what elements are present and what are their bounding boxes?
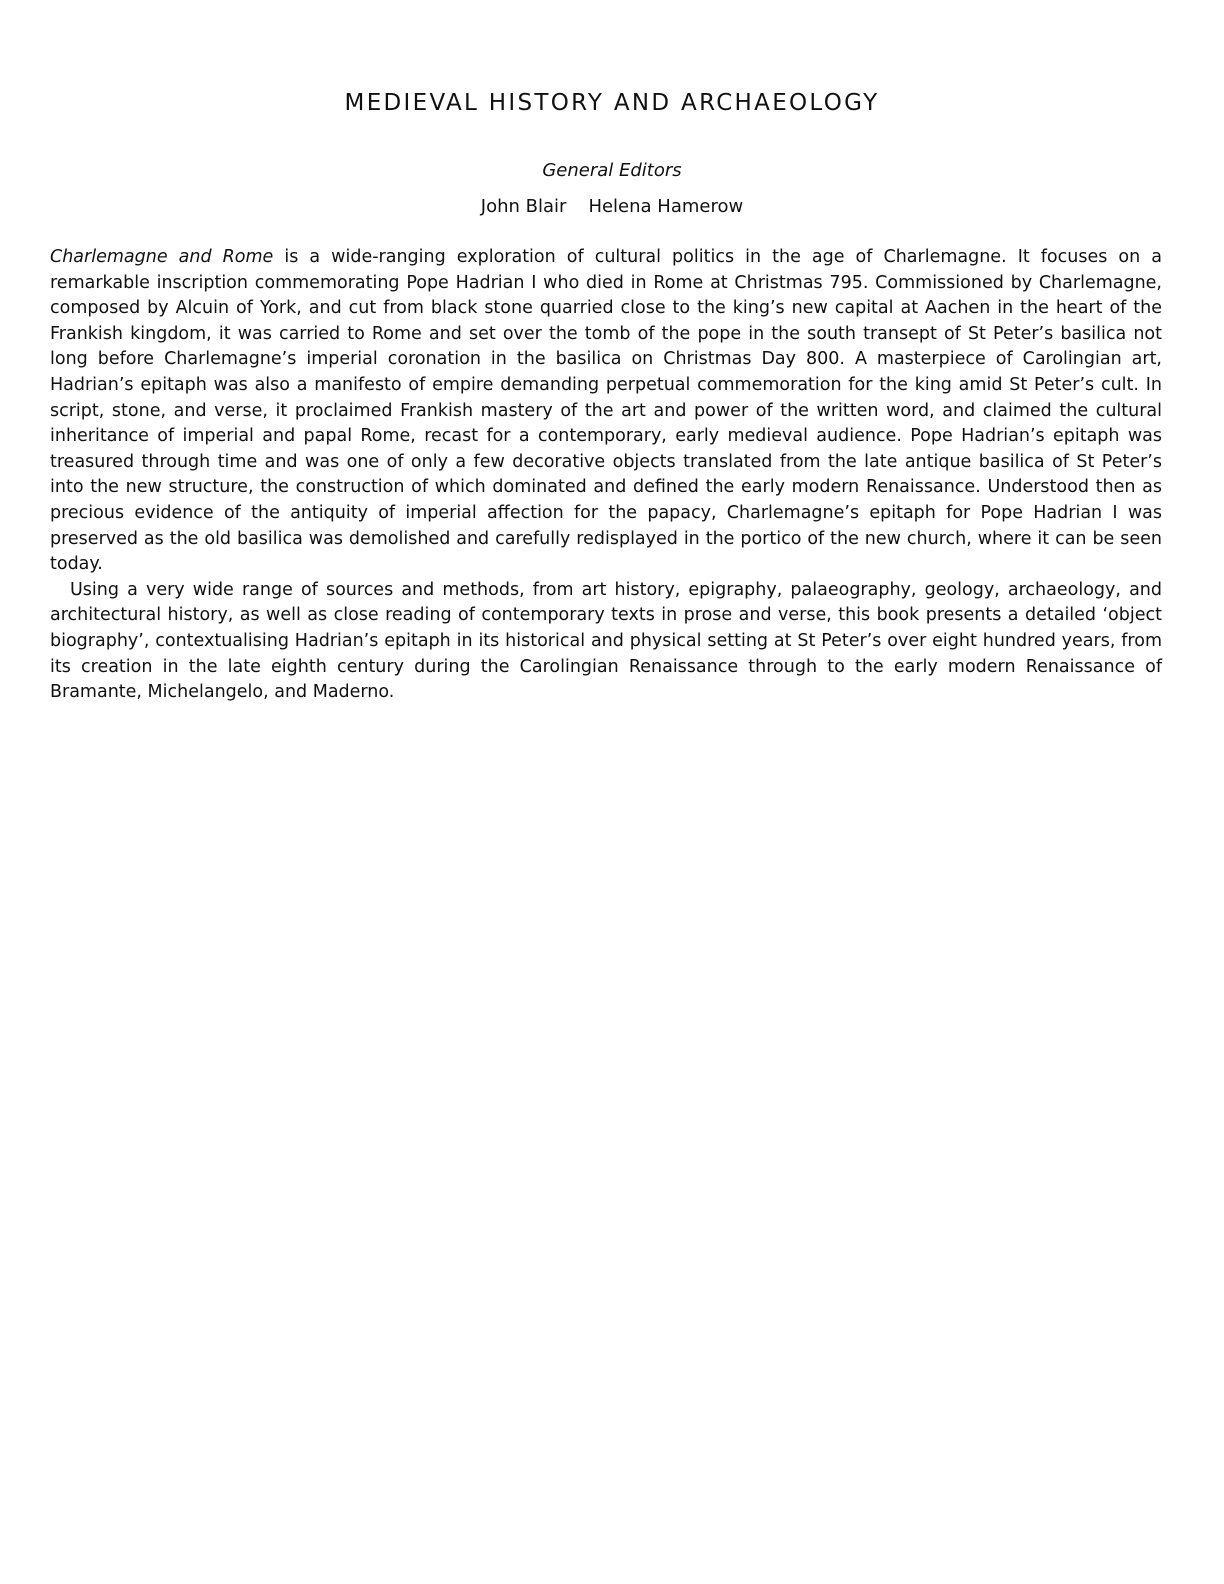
book-description [50,245,1162,706]
editors-heading: General Editors [542,160,682,181]
editor-name: Helena Hamerow [588,196,744,217]
description-paragraph-text: is a wide-ranging exploration of cultural politics in the age of Charlemagne. It focuses on a remarkable inscription commemorating Pope Hadrian I who died in Rome at Christmas 795. Commissioned by Charlemagne, composed by Alcuin of York, and cut from black stone quarried close to the king’s new capital at Aachen in the heart of the Frankish kingdom, it was carried to Rome and set over the tomb of the pope in the south transept of St Peter’s basilica not long before Charlemagne’s imperial coronation in the basilica on Christmas Day 800. A masterpiece of Carolingian art, Hadrian’s epitaph was also a manifesto of empire demanding perpetual commemoration for the king amid St Peter’s cult. In script, stone, and verse, it proclaimed Frankish mastery of the art and power of the written word, and claimed the cultural inheritance of imperial and papal Rome, recast for a contemporary, early medieval audience. Pope Hadrian’s epitaph was treasured through time and was one of only a few decorative objects translated from the late antique basilica of St Peter’s into the new structure, the construction of which dominated and defined the early modern Renaissance. Understood then as precious evidence of the antiquity of imperial affection for the papacy, Charlemagne’s epitaph for Pope Hadrian I was preserved as the old basilica was demolished and carefully redisplayed in the portico of the new church, where it can be seen today. [50,247,1162,575]
description-paragraph: Using a very wide range of sources and methods, from art history, epigraphy, palaeography, geology, archaeology, and architectural history, as well as close reading of contemporary texts in prose and verse, this book presents a detailed ‘object biography’, contextualising Hadrian’s epitaph in its historical and physical setting at St Peter’s over eight hundred years, from its creation in the late eighth century during the Carolingian Renaissance through to the early modern Renaissance of Bramante, Michelangelo, and Maderno. [50,579,1162,703]
editors-names [0,196,1224,217]
book-title: Charlemagne and Rome [50,247,274,267]
editor-name: John Blair [480,196,567,217]
description-paragraph [50,245,1162,578]
series-title: MEDIEVAL HISTORY AND ARCHAEOLOGY [344,90,880,116]
